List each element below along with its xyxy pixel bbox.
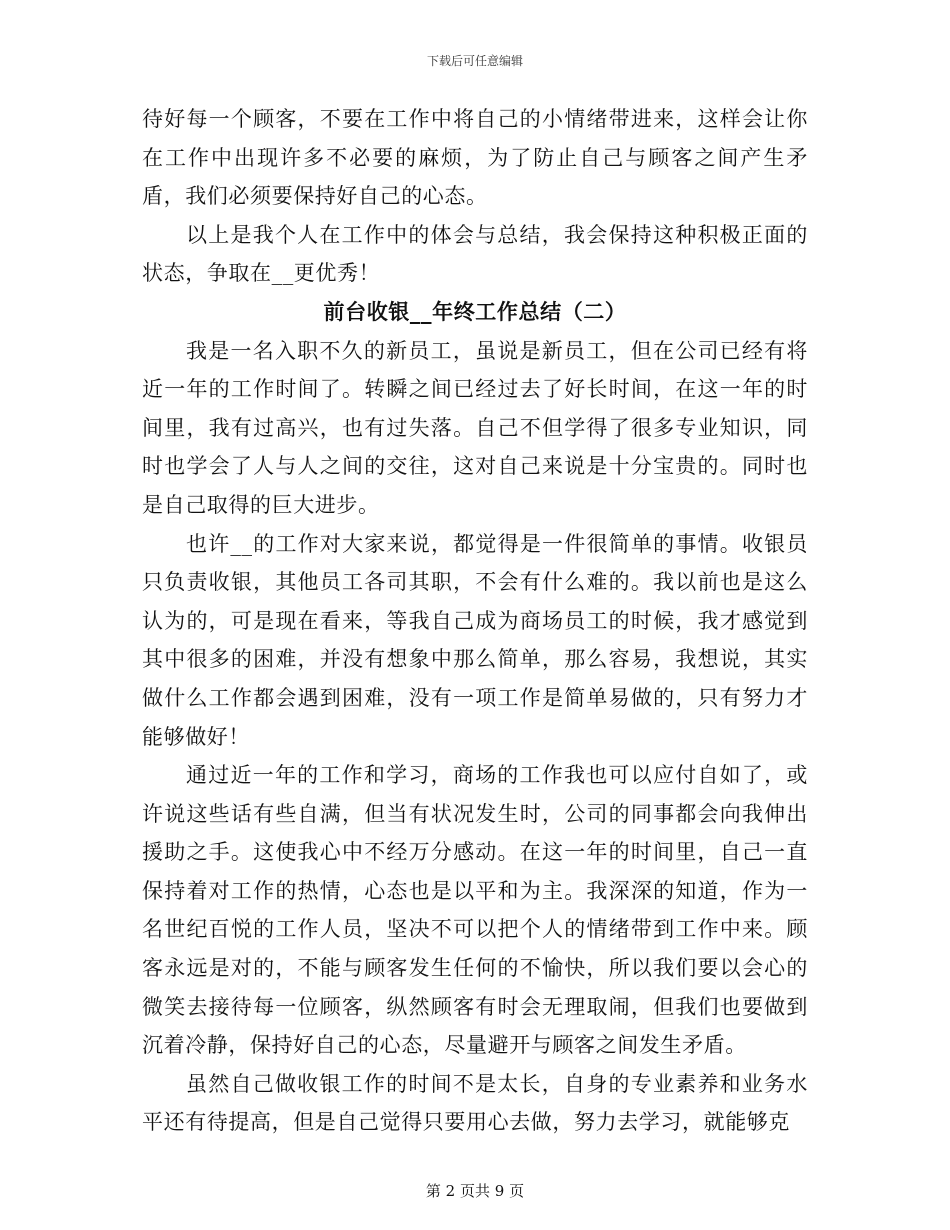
document-body bbox=[142, 100, 808, 1142]
section-title: 前台收银__年终工作总结（二） bbox=[323, 298, 627, 324]
section-paragraph: 通过近一年的工作和学习，商场的工作我也可以应付自如了，或许说这些话有些自满，但当有状况发生时，公司的同事都会向我伸出援助之手。这使我心中不经万分感动。在这一年的时间里，自己一直保持着对工作的热情，心态也是以平和为主。我深深的知道，作为一名世纪百悦的工作人员，坚决不可以把个人的情绪带到工作中来。顾客永远是对的，不能与顾客发生任何的不愉快，所以我们要以会心的微笑去接待每一位顾客，纵然顾客有时会无理取闹，但我们也要做到沉着冷静，保持好自己的心态，尽量避开与顾客之间发生矛盾。 bbox=[142, 763, 808, 1058]
section-paragraph: 我是一名入职不久的新员工，虽说是新员工，但在公司已经有将近一年的工作时间了。转瞬之间已经过去了好长时间，在这一年的时间里，我有过高兴，也有过失落。自己不但学得了很多专业知识，同时也学会了人与人之间的交往，这对自己来说是十分宝贵的。同时也是自己取得的巨大进步。 bbox=[142, 338, 808, 517]
paragraph-conclusion: 以上是我个人在工作中的体会与总结，我会保持这种积极正面的状态，争取在__更优秀！ bbox=[142, 222, 808, 286]
section-paragraph: 虽然自己做收银工作的时间不是太长，自身的专业素养和业务水平还有待提高，但是自己觉得只要用心去做，努力去学习，就能够克 bbox=[142, 1071, 808, 1135]
section-paragraph: 也许__的工作对大家来说，都觉得是一件很简单的事情。收银员只负责收银，其他员工各司其职，不会有什么难的。我以前也是这么认为的，可是现在看来，等我自己成为商场员工的时候，我才感觉到其中很多的困难，并没有想象中那么简单，那么容易，我想说，其实做什么工作都会遇到困难，没有一项工作是简单易做的，只有努力才能够做好！ bbox=[142, 531, 808, 749]
page-number: 第 2 页共 9 页 bbox=[425, 1182, 525, 1200]
page-header: 下载后可任意编辑 bbox=[426, 54, 523, 68]
paragraph-continued: 待好每一个顾客，不要在工作中将自己的小情绪带进来，这样会让你在工作中出现许多不必要的麻烦，为了防止自己与顾客之间产生矛盾，我们必须要保持好自己的心态。 bbox=[142, 107, 808, 209]
